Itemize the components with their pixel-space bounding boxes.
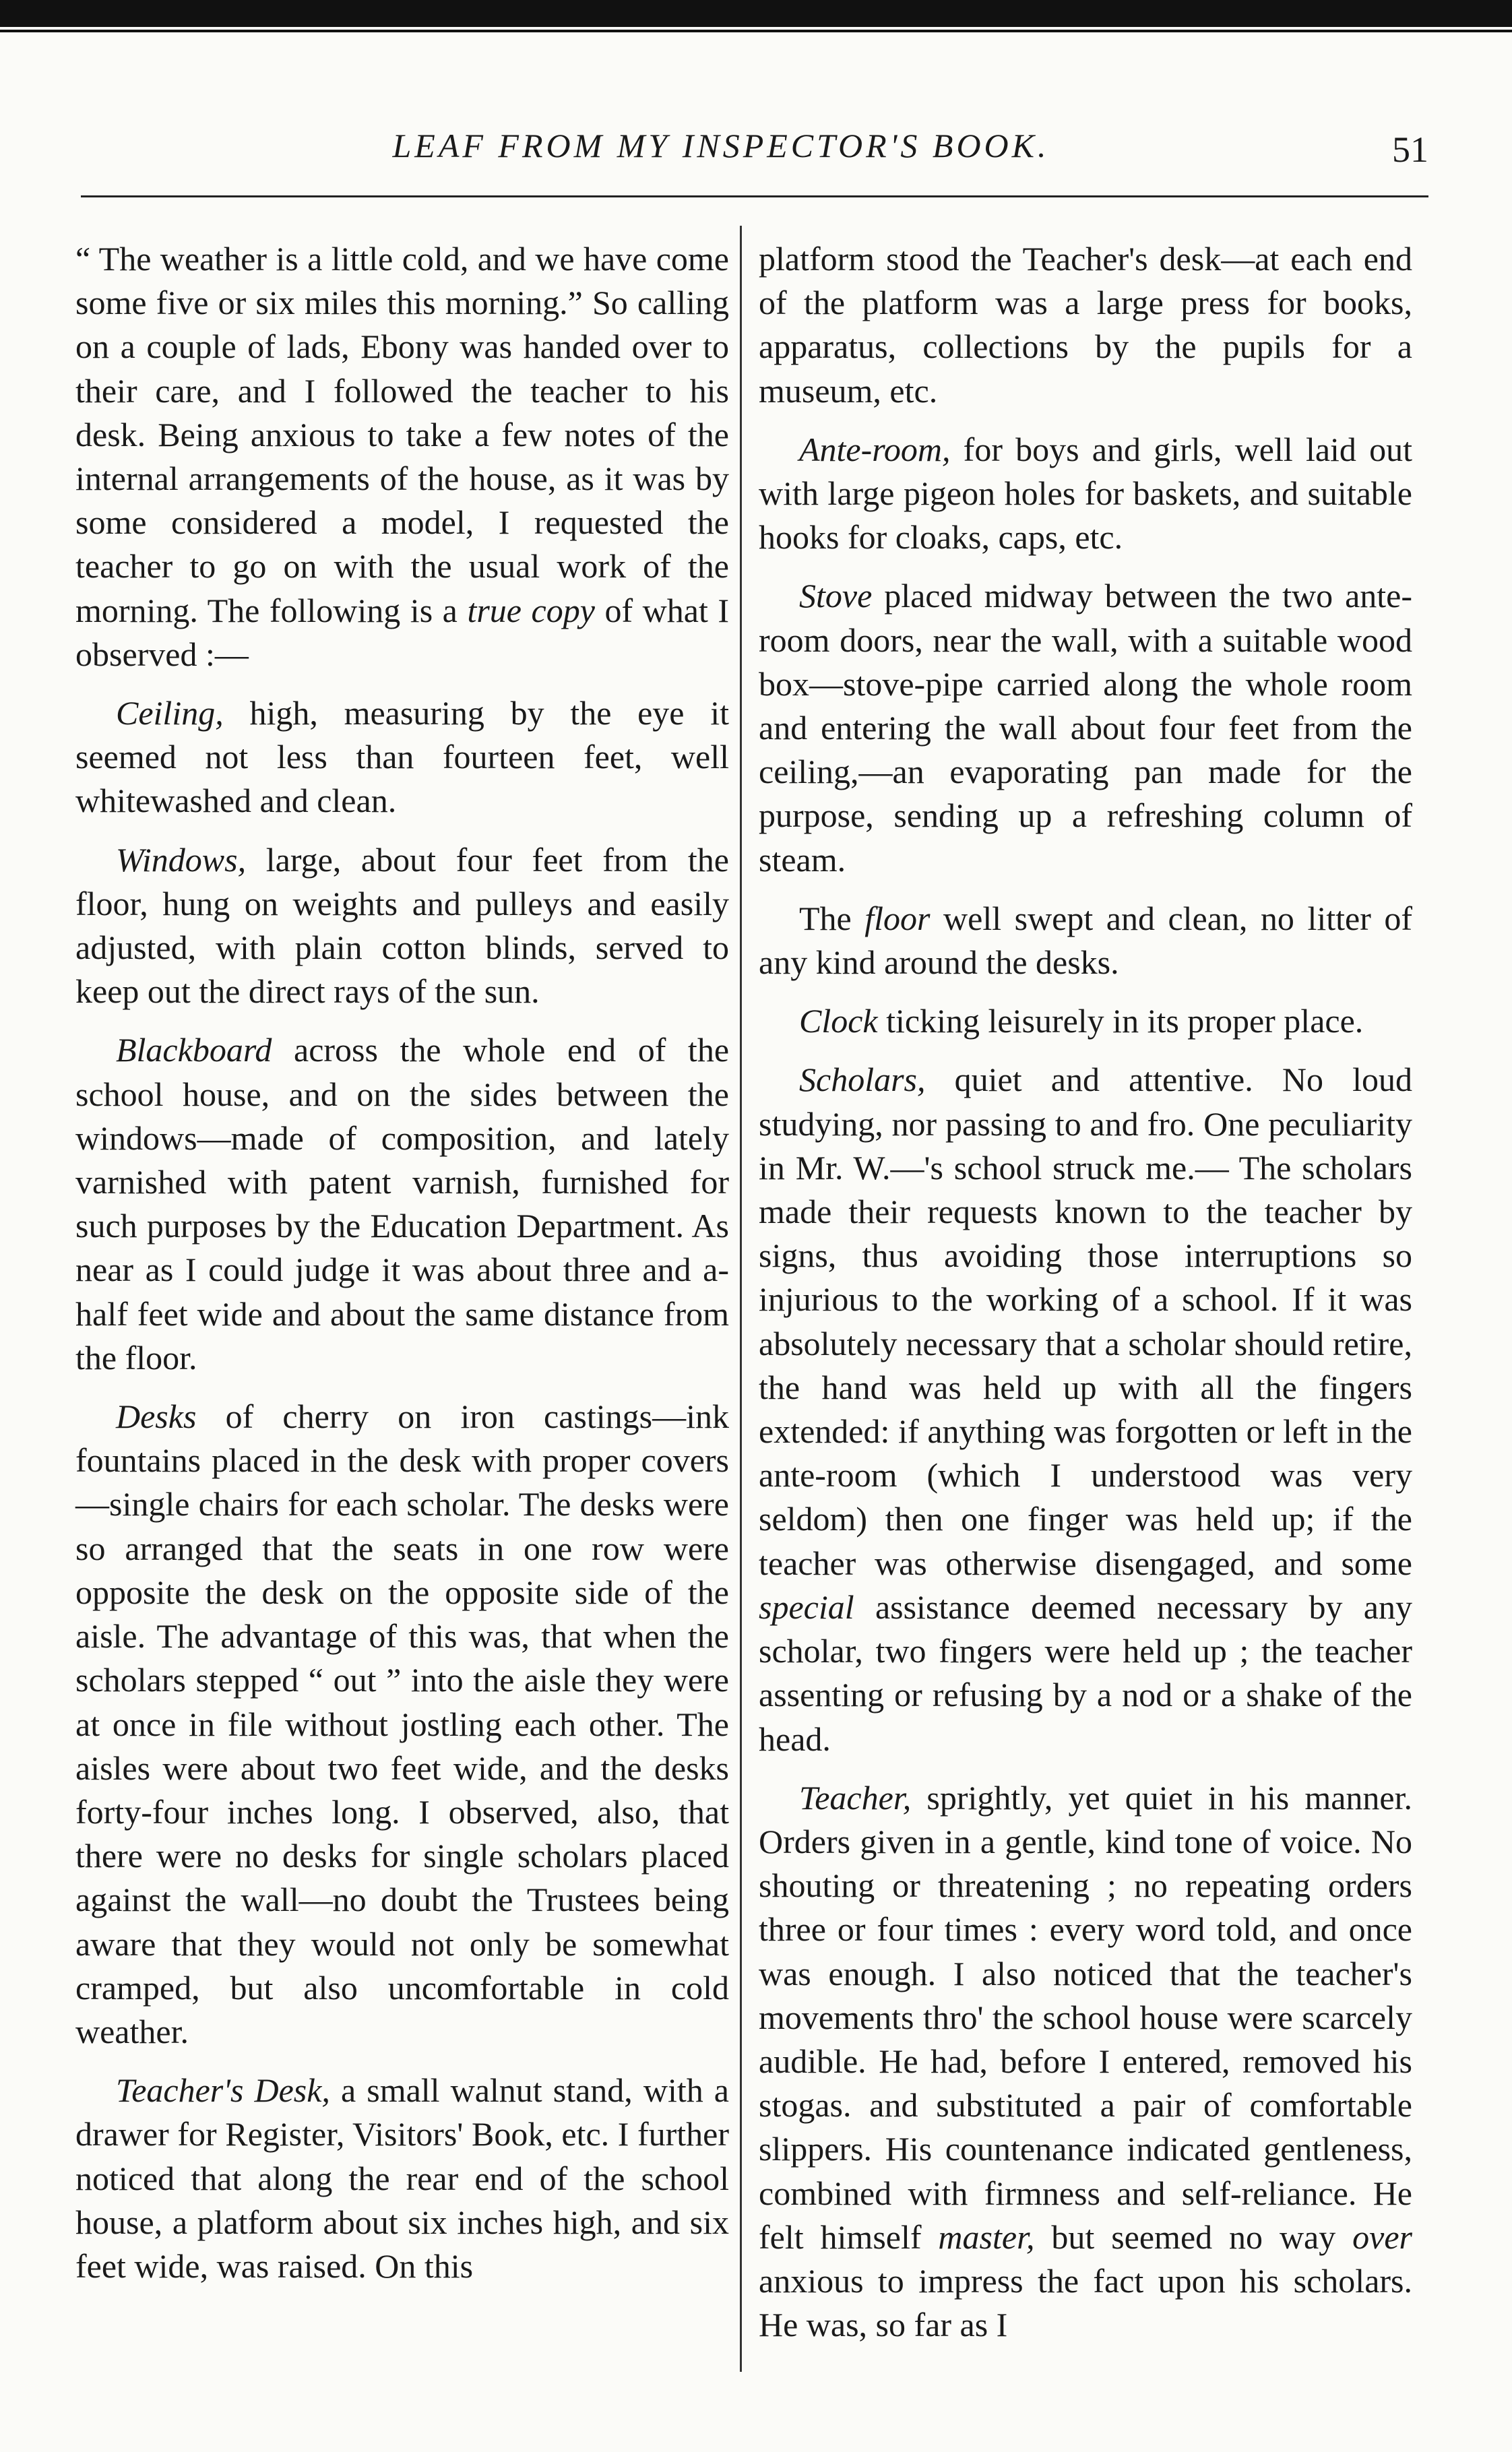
paragraph-text: sprightly, yet quiet in his manner. Orders given in a gentle, kind tone of voice. No shouting or threatening ; no repeating orders three or four times : every word told, and once was enough. I also noticed that the teacher's movements thro' the school house were scarcely audible. He had, before I entered, removed his stogas. and substituted a pair of comfortable slippers. His countenance indicated gentleness, combined with firmness and self-reliance. He felt himself	[759, 1778, 1413, 2256]
page-number: 51	[1392, 129, 1428, 170]
lead-term: Teacher's Desk,	[116, 2071, 330, 2110]
header-rule	[81, 195, 1428, 197]
lead-term: Ante-room,	[799, 430, 951, 468]
paragraph-floor	[759, 897, 1412, 984]
lead-term: Scholars,	[799, 1061, 926, 1099]
paragraph-text: “ The weather is a little cold, and we have come some five or six miles this morning.” So calling on a couple of lads, Ebony was handed over to their care, and I followed the teacher to his desk. Being anxious to take a few notes of the internal arrangements of the house, as it was by some considered a model, I requested the teacher to go on with the usual work of the morning. The following is a	[75, 240, 729, 629]
paragraph-text: platform stood the Teacher's desk—at each end of the platform was a large press for books, apparatus, collections by the pupils for a museum, etc.	[759, 240, 1412, 410]
running-head-title: LEAF FROM MY INSPECTOR'S BOOK.	[392, 127, 1050, 164]
lead-term: Clock	[799, 1002, 878, 1040]
lead-term: Ceiling,	[116, 694, 224, 732]
paragraph-text: placed midway between the two ante-room doors, near the wall, with a suitable wood box—stove-pipe carried along the whole room and entering the wall about four feet from the ceiling,—an evaporating pan made for the purpose, sending up a refreshing column of steam.	[759, 577, 1413, 879]
emphasis-text: master,	[938, 2218, 1035, 2256]
right-column	[759, 237, 1412, 2347]
paragraph-desks	[75, 1395, 729, 2054]
paragraph-platform	[759, 237, 1412, 413]
paragraph-text: large, about four feet from the floor, hung on weights and pulleys and easily adjusted, with plain cotton blinds, served to keep out the direct rays of the sun.	[75, 840, 729, 1011]
paragraph-windows	[75, 838, 729, 1014]
emphasis-text: special	[759, 1587, 854, 1626]
paragraph-scholars	[759, 1058, 1412, 1761]
paragraph-teachers-desk	[75, 2069, 729, 2288]
paragraph-opening	[75, 237, 729, 677]
paragraph-text: of cherry on iron castings—ink fountains placed in the desk with proper covers—single chairs for each scholar. The desks were so arranged that the seats in one row were opposite the desk on the opposite side of the aisle. The advantage of this was, that when the scholars stepped “ out ” into the aisle they were at once in file without jostling each other. The aisles were about two feet wide, and the desks forty-four inches long. I observed, also, that there were no desks for single scholars placed against the wall—no doubt the Trustees being aware that they would not only be somewhat cramped, but also uncomfortable in cold weather.	[75, 1397, 730, 2050]
lead-term: Desks	[116, 1397, 197, 1436]
paragraph-text: The	[799, 899, 852, 937]
lead-term: Blackboard	[116, 1031, 272, 1069]
paragraph-text: ticking leisurely in its proper place.	[886, 1002, 1364, 1040]
running-head	[81, 118, 1428, 179]
paragraph-teacher	[759, 1776, 1412, 2348]
paragraph-text: well swept and clean, no litter of any kind around the desks.	[759, 899, 1413, 982]
paragraph-anteroom	[759, 428, 1412, 560]
paragraph-text: across the whole end of the school house, and on the sides between the windows—made of composition, and lately varnished with patent varnish, furnished for such purposes by the Education Department. As near as I could judge it was about three and a-half feet wide and about the same distance from the floor.	[75, 1031, 730, 1377]
paragraph-text: a small walnut stand, with a drawer for Register, Visitors' Book, etc. I further noticed that along the rear end of the school house, a platform about six inches high, and six feet wide, was raised. On this	[75, 2071, 730, 2285]
emphasis-text: true copy	[467, 591, 595, 629]
paragraph-text: quiet and attentive. No loud studying, nor passing to and fro. One peculiarity in Mr. W.—'s school struck me.— The scholars made their requests known to the teacher by signs, thus avoiding those interruptions so injurious to the working of a school. If it was absolutely necessary that a scholar should retire, the hand was held up with all the fingers extended: if anything was forgotten or left in the ante-room (which I understood was very seldom) then one finger was held up; if the teacher was otherwise disengaged, and some	[759, 1061, 1413, 1582]
top-border-rule	[0, 0, 1512, 27]
paragraph-stove	[759, 574, 1412, 881]
top-border-rule-thin	[0, 30, 1512, 32]
lead-term: Windows,	[116, 840, 247, 879]
emphasis-text: over	[1352, 2218, 1412, 2256]
paragraph-text: for boys and girls, well laid out with large pigeon holes for baskets, and suitable hooks for cloaks, caps, etc.	[759, 430, 1412, 557]
paragraph-text: but seemed no way	[1051, 2218, 1336, 2256]
paragraph-text: assistance deemed necessary by any scholar, two fingers were held up ; the teacher assenting or refusing by a nod or a shake of the head.	[759, 1587, 1412, 1758]
paragraph-text: anxious to impress the fact upon his scholars. He was, so far as I	[759, 2261, 1412, 2344]
lead-term: floor	[864, 899, 931, 937]
paragraph-text: high, measuring by the eye it seemed not less than fourteen feet, well whitewashed and clean.	[75, 694, 730, 820]
lead-term: Teacher,	[799, 1778, 912, 1817]
paragraph-text: of what I observed :—	[75, 591, 730, 673]
lead-term: Stove	[799, 577, 873, 615]
column-divider	[740, 226, 742, 2372]
paragraph-blackboard	[75, 1028, 729, 1380]
paragraph-ceiling	[75, 691, 729, 823]
paragraph-clock	[759, 999, 1412, 1043]
left-column	[75, 237, 729, 2288]
